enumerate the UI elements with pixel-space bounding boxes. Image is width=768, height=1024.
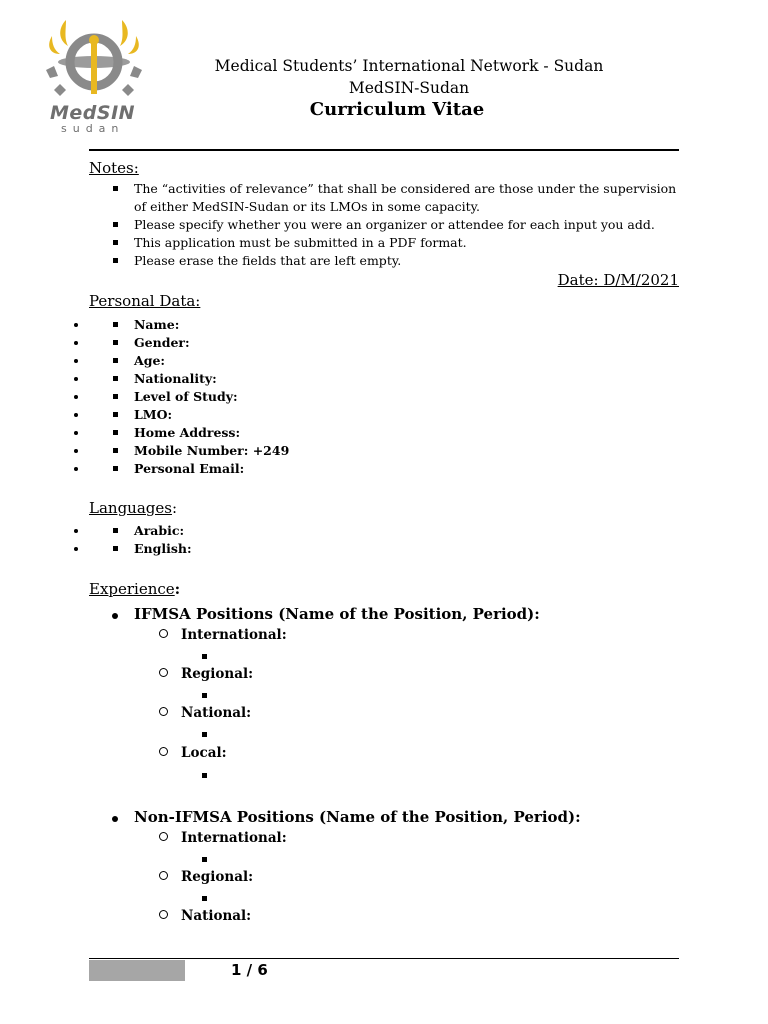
personal-data-heading: Personal Data: (89, 292, 201, 310)
non-ifmsa-international: International: (159, 830, 287, 846)
field-level-of-study: • Level of Study: (89, 388, 589, 406)
notes-list (89, 180, 689, 270)
field-lmo: • LMO: (89, 406, 589, 424)
field-personal-email: • Personal Email: (89, 460, 589, 478)
note-item: Please specify whether you were an organizer or attendee for each input you add. (89, 216, 689, 234)
note-item: This application must be submitted in a PDF format. (89, 234, 689, 252)
bullet-square (202, 693, 207, 698)
ifmsa-positions-label: IFMSA Positions (Name of the Position, Period): (134, 605, 540, 623)
document-title: Curriculum Vitae (309, 99, 485, 120)
experience-heading-text: Experience (89, 580, 175, 598)
languages-heading (89, 499, 177, 517)
ifmsa-national: National: (159, 705, 251, 721)
field-age: • Age: (89, 352, 589, 370)
field-home-address: • Home Address: (89, 424, 589, 442)
experience-heading-colon: : (174, 580, 181, 598)
note-item: Please erase the fields that are left empty. (89, 252, 689, 270)
language-arabic: • Arabic: (89, 522, 589, 540)
field-nationality: • Nationality: (89, 370, 589, 388)
non-ifmsa-positions-item (113, 808, 581, 826)
experience-heading (89, 580, 180, 598)
bullet-square (202, 896, 207, 901)
personal-data-list (89, 316, 589, 478)
header-divider (89, 149, 679, 151)
footer-divider (89, 958, 679, 959)
ifmsa-international: International: (159, 627, 287, 643)
non-ifmsa-national: National: (159, 908, 251, 924)
org-name: Medical Students’ International Network - Sudan (214, 57, 604, 75)
field-gender: • Gender: (89, 334, 589, 352)
bullet-square (202, 773, 207, 778)
note-item: The “activities of relevance” that shall be considered are those under the supervision of either MedSIN-Sudan or its LMOs in some capacity. (89, 180, 689, 216)
non-ifmsa-regional: Regional: (159, 869, 253, 885)
field-name: • Name: (89, 316, 589, 334)
languages-heading-colon: : (171, 499, 178, 517)
ifmsa-positions-item (113, 605, 540, 623)
org-short-name: MedSIN-Sudan (348, 79, 470, 97)
logo-sub: sudan (61, 122, 125, 135)
date-field: Date: D/M/2021 (557, 271, 679, 289)
notes-heading: Notes: (89, 159, 139, 177)
languages-heading-text: Languages (89, 499, 172, 517)
bullet-square (202, 732, 207, 737)
bullet-square (202, 857, 207, 862)
ifmsa-regional: Regional: (159, 666, 253, 682)
field-mobile-number: • Mobile Number: +249 (89, 442, 589, 460)
ifmsa-local: Local: (159, 745, 227, 761)
footer-gray-block (89, 960, 185, 981)
logo-brand: MedSIN (50, 102, 136, 124)
bullet-square (202, 654, 207, 659)
languages-list (89, 522, 589, 558)
page-number: 1 / 6 (231, 961, 268, 979)
language-english: • English: (89, 540, 589, 558)
non-ifmsa-positions-label: Non-IFMSA Positions (Name of the Position, Period): (134, 808, 581, 826)
